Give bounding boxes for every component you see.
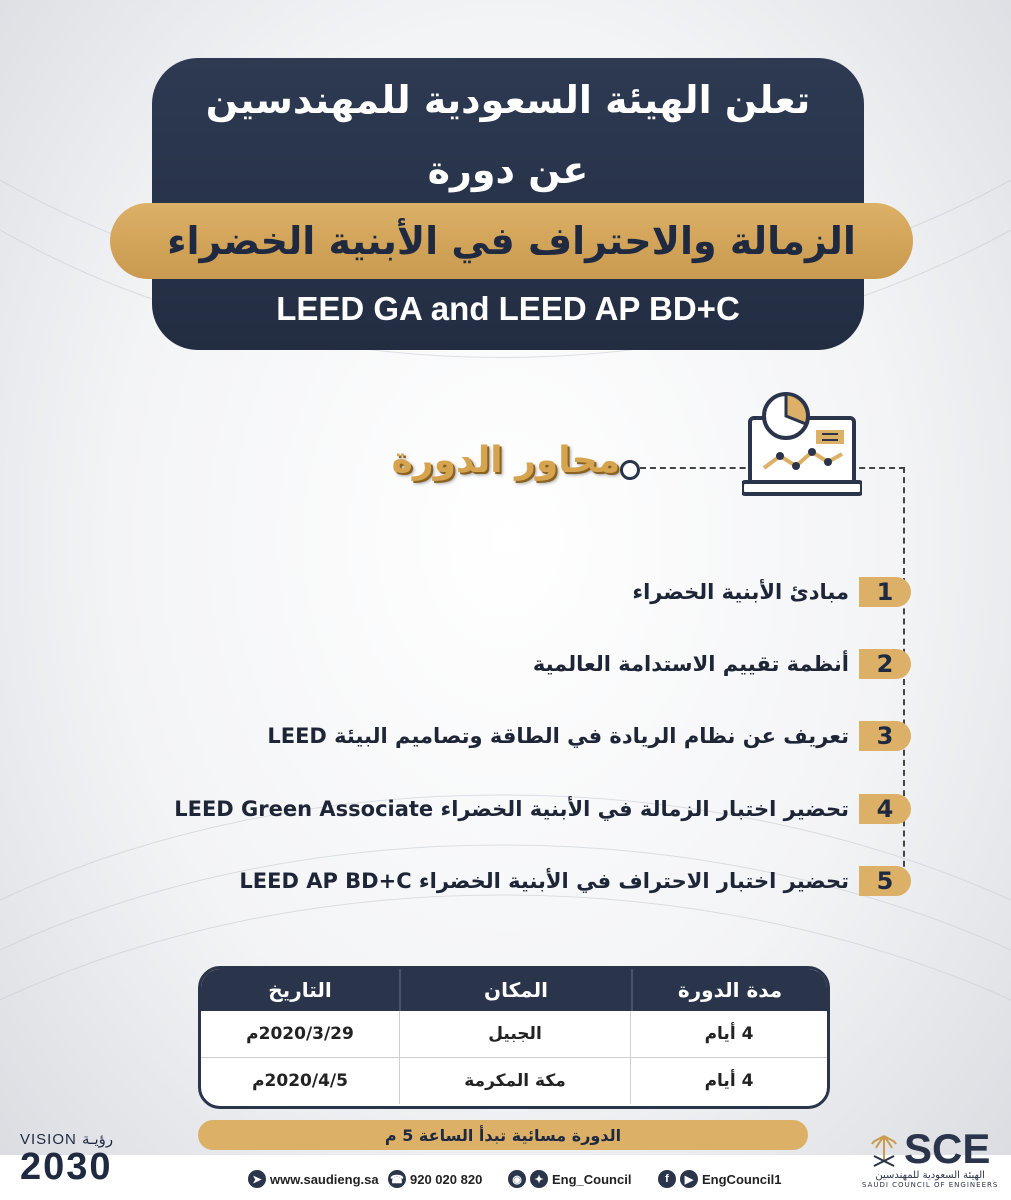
item-number: 5 xyxy=(859,866,911,896)
item-text: مبادئ الأبنية الخضراء xyxy=(632,580,849,604)
item-text: تحضير اختبار الاحتراف في الأبنية الخضراء LEED AP BD+C xyxy=(239,869,849,893)
table-header xyxy=(201,969,827,1011)
vision-year: 2030 xyxy=(20,1146,113,1188)
cell-duration: 4 أيام xyxy=(704,1071,754,1091)
analytics-monitor-icon xyxy=(742,390,862,500)
cell-place: مكة المكرمة xyxy=(399,1058,631,1104)
list-item xyxy=(533,644,911,684)
phone-icon: ☎ xyxy=(388,1170,406,1188)
sce-english-name: SAUDI COUNCIL OF ENGINEERS xyxy=(862,1181,999,1189)
table-row xyxy=(201,1011,827,1057)
facebook-icon: f xyxy=(658,1170,676,1188)
vision-label: VISION رؤيـة xyxy=(20,1131,114,1148)
item-number: 4 xyxy=(859,794,911,824)
announcement-subline: عن دورة xyxy=(427,148,589,192)
cell-date: 2020/3/29م xyxy=(246,1024,354,1044)
cell-date: 2020/4/5م xyxy=(252,1071,348,1091)
list-item xyxy=(267,716,911,756)
item-text: تعريف عن نظام الريادة في الطاقة وتصاميم البيئة LEED xyxy=(267,724,849,748)
youtube-icon: ▶ xyxy=(680,1170,698,1188)
cursor-icon: ➤ xyxy=(248,1170,266,1188)
list-item xyxy=(632,572,911,612)
title-connector-dot xyxy=(620,460,640,480)
item-number: 1 xyxy=(859,577,911,607)
website-link[interactable]: ➤ www.saudieng.sa xyxy=(248,1170,379,1188)
footer-bar xyxy=(0,1155,1011,1200)
header-duration: مدة الدورة xyxy=(677,978,783,1002)
evening-note: الدورة مسائية تبدأ الساعة 5 م xyxy=(198,1120,808,1150)
course-code: LEED GA and LEED AP BD+C xyxy=(276,290,740,327)
cell-duration: 4 أيام xyxy=(704,1024,754,1044)
header-date: التاريخ xyxy=(268,978,332,1002)
phone-link[interactable]: ☎ 920 020 820 xyxy=(388,1170,482,1188)
sce-arabic-name: الهيئة السعودية للمهندسين xyxy=(875,1170,985,1181)
palm-swords-emblem-icon xyxy=(870,1132,898,1172)
twitter-link[interactable]: ◉ ✦ Eng_Council xyxy=(508,1170,631,1188)
item-text: أنظمة تقييم الاستدامة العالمية xyxy=(532,652,849,676)
announcement-line: تعلن الهيئة السعودية للمهندسين xyxy=(205,78,811,122)
facebook-link[interactable]: f ▶ EngCouncil1 xyxy=(658,1170,781,1188)
topics-title: محاور الدورة xyxy=(391,440,620,481)
item-text: تحضير اختبار الزمالة في الأبنية الخضراء LEED Green Associate xyxy=(174,797,849,821)
course-title: الزمالة والاحتراف في الأبنية الخضراء xyxy=(110,203,913,279)
sce-mark: SCE xyxy=(903,1125,991,1172)
cell-place: الجبيل xyxy=(399,1011,631,1057)
twitter-icon: ✦ xyxy=(530,1170,548,1188)
header-place: المكان xyxy=(399,969,633,1011)
snapchat-icon: ◉ xyxy=(508,1170,526,1188)
table-row xyxy=(201,1057,827,1104)
schedule-table xyxy=(198,966,830,1109)
item-number: 3 xyxy=(859,721,911,751)
list-item xyxy=(239,861,911,901)
vision-2030-logo xyxy=(20,1130,113,1186)
list-item xyxy=(174,789,911,829)
item-number: 2 xyxy=(859,649,911,679)
